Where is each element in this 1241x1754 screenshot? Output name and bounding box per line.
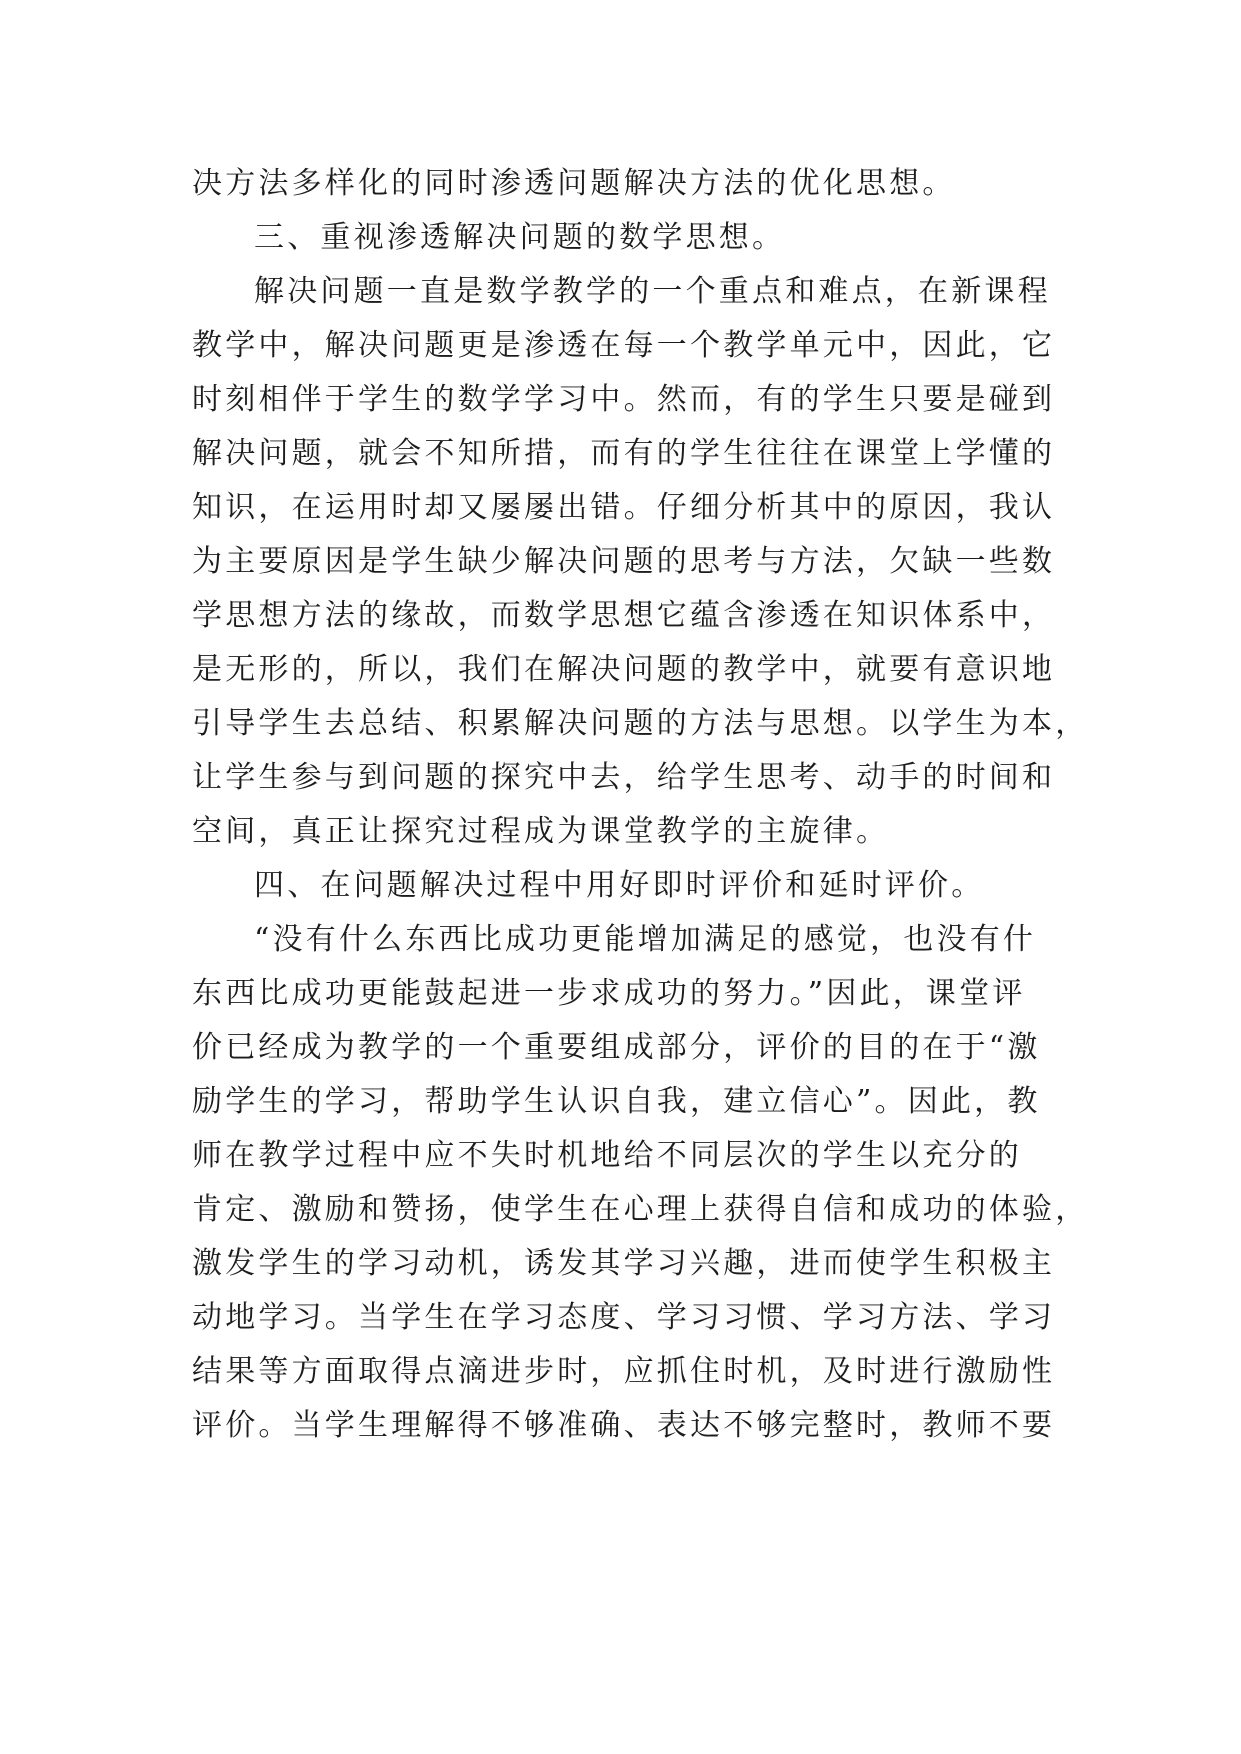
text-line: 评价。当学生理解得不够准确、表达不够完整时，教师不要 [192, 1408, 1056, 1443]
text-line: 三、重视渗透解决问题的数学思想。 [254, 220, 786, 255]
text-line: 学思想方法的缘故，而数学思想它蕴含渗透在知识体系中， [192, 598, 1056, 633]
text-line: 师在教学过程中应不失时机地给不同层次的学生以充分的 [192, 1138, 1022, 1173]
text-line: 为主要原因是学生缺少解决问题的思考与方法，欠缺一些数 [192, 544, 1056, 579]
text-line: 价已经成为教学的一个重要组成部分，评价的目的在于“激 [192, 1030, 1041, 1065]
body-text [192, 157, 1089, 1453]
text-line: 肯定、激励和赞扬，使学生在心理上获得自信和成功的体验， [192, 1192, 1089, 1227]
text-line: 动地学习。当学生在学习态度、学习习惯、学习方法、学习 [192, 1300, 1056, 1335]
text-line: 时刻相伴于学生的数学学习中。然而，有的学生只要是碰到 [192, 382, 1056, 417]
text-line: 空间，真正让探究过程成为课堂教学的主旋律。 [192, 814, 890, 849]
text-line: 励学生的学习，帮助学生认识自我，建立信心”。因此，教 [192, 1084, 1041, 1119]
text-line: 解决问题，就会不知所措，而有的学生往往在课堂上学懂的 [192, 436, 1056, 471]
text-line: 教学中，解决问题更是渗透在每一个教学单元中，因此，它 [192, 328, 1056, 363]
text-line: 让学生参与到问题的探究中去，给学生思考、动手的时间和 [192, 760, 1056, 795]
text-line: 知识，在运用时却又屡屡出错。仔细分析其中的原因，我认 [192, 490, 1056, 525]
text-line: 结果等方面取得点滴进步时，应抓住时机，及时进行激励性 [192, 1354, 1056, 1389]
text-line: 决方法多样化的同时渗透问题解决方法的优化思想。 [192, 166, 956, 201]
text-line: 解决问题一直是数学教学的一个重点和难点，在新课程 [254, 274, 1051, 309]
text-line: 引导学生去总结、积累解决问题的方法与思想。以学生为本， [192, 706, 1089, 741]
text-line: 是无形的，所以，我们在解决问题的教学中，就要有意识地 [192, 652, 1056, 687]
text-line: 四、在问题解决过程中用好即时评价和延时评价。 [254, 868, 985, 903]
text-line: 东西比成功更能鼓起进一步求成功的努力。”因此，课堂评 [192, 976, 1026, 1011]
text-line: 激发学生的学习动机，诱发其学习兴趣，进而使学生积极主 [192, 1246, 1056, 1281]
text-line: “没有什么东西比成功更能增加满足的感觉，也没有什 [254, 922, 1037, 957]
